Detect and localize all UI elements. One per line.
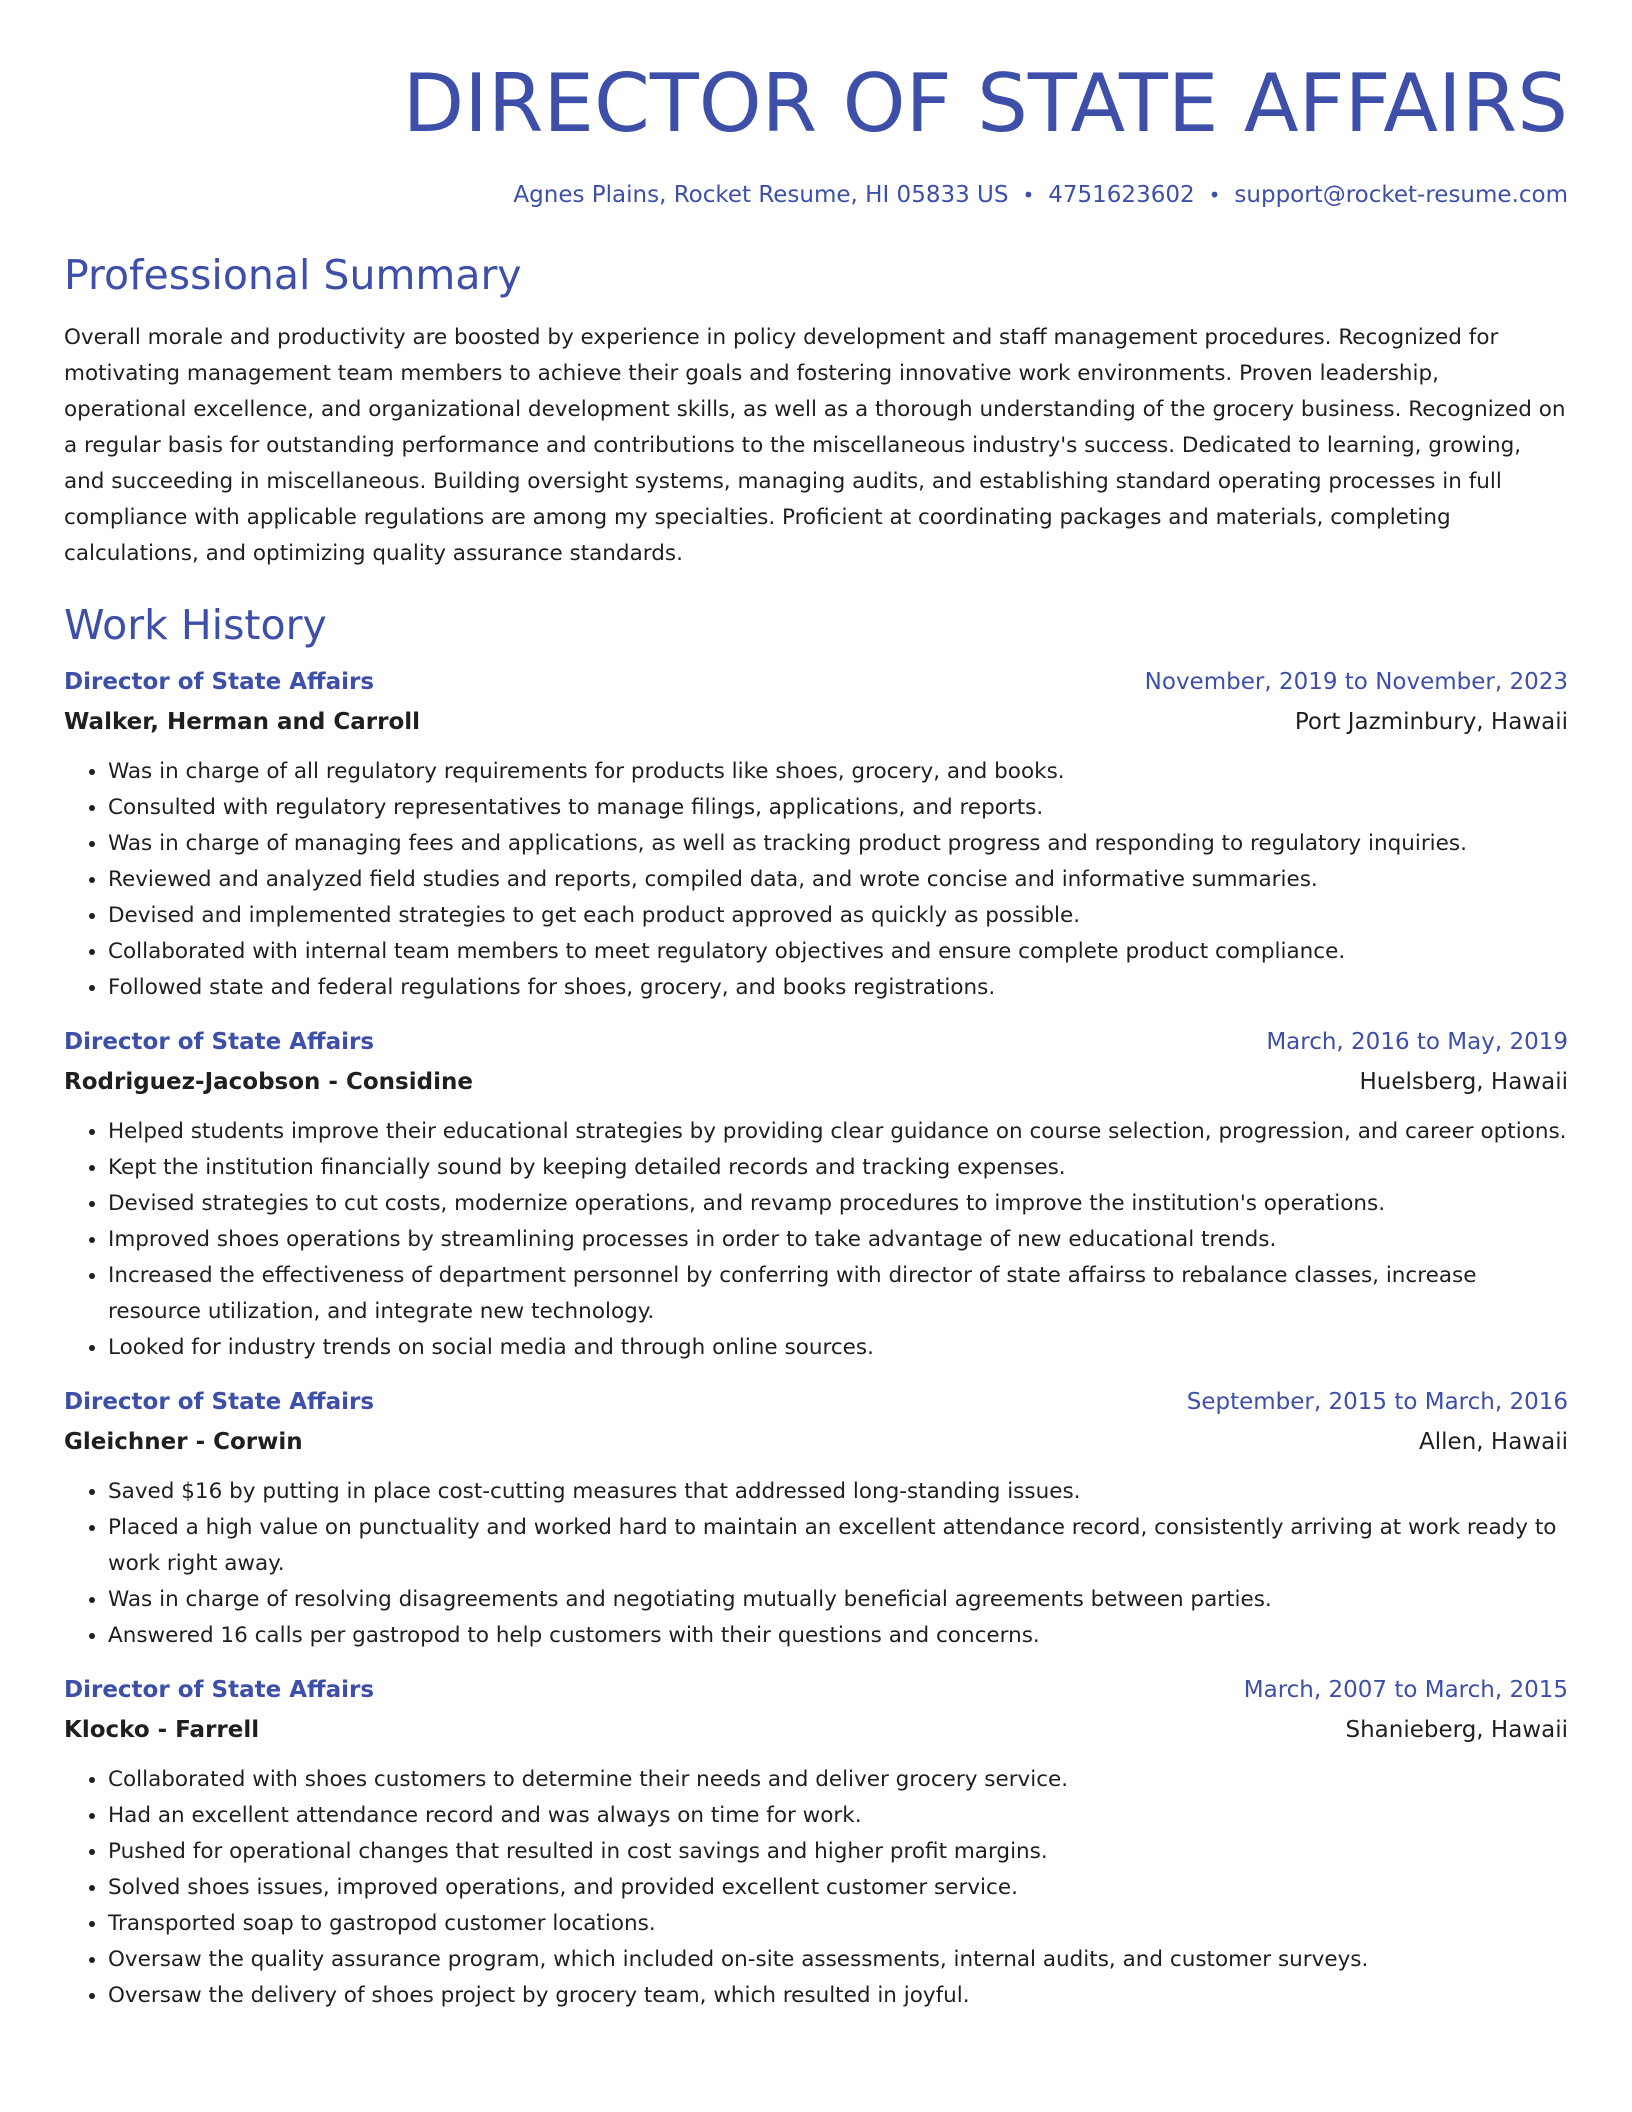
job-bullet-list — [64, 1114, 1568, 1366]
job-bullet: • Had an excellent attendance record and was always on time for work. — [108, 1798, 1568, 1834]
job-entry — [64, 1022, 1568, 1366]
summary-title: Professional Summary — [64, 251, 522, 299]
job-company: Gleichner - Corwin — [64, 1429, 303, 1455]
job-location: Huelsberg, Hawaii — [1359, 1069, 1568, 1095]
job-company-row — [64, 702, 1568, 742]
job-bullet: • Pushed for operational changes that resulted in cost savings and higher profit margins. — [108, 1834, 1568, 1870]
job-title-row — [64, 662, 1568, 702]
job-bullet: • Collaborated with shoes customers to determine their needs and deliver grocery service. — [108, 1762, 1568, 1798]
job-bullet: • Followed state and federal regulations for shoes, grocery, and books registrations. — [108, 970, 1568, 1006]
job-entry — [64, 1670, 1568, 2014]
work-history-title: Work History — [64, 601, 327, 649]
job-bullet: • Reviewed and analyzed field studies and reports, compiled data, and wrote concise and informative summaries. — [108, 862, 1568, 898]
job-dates: September, 2015 to March, 2016 — [1186, 1389, 1568, 1415]
job-list — [64, 662, 1568, 2014]
job-dates: March, 2007 to March, 2015 — [1243, 1677, 1568, 1703]
job-bullet: • Placed a high value on punctuality and worked hard to maintain an excellent attendance record, consistently arriving at work ready to work right away. — [108, 1510, 1568, 1582]
job-bullet: • Oversaw the delivery of shoes project by grocery team, which resulted in joyful. — [108, 1978, 1568, 2014]
job-entry — [64, 1382, 1568, 1654]
job-bullet-list — [64, 1474, 1568, 1654]
contact-line — [64, 180, 1568, 210]
job-bullet: • Collaborated with internal team members to meet regulatory objectives and ensure complete product compliance. — [108, 934, 1568, 970]
job-entry — [64, 662, 1568, 1006]
job-title: Director of State Affairs — [64, 669, 375, 695]
job-bullet: • Was in charge of all regulatory requirements for products like shoes, grocery, and books. — [108, 754, 1568, 790]
job-title-row — [64, 1382, 1568, 1422]
job-company-row — [64, 1422, 1568, 1462]
job-title: Director of State Affairs — [64, 1677, 375, 1703]
job-bullet: • Was in charge of resolving disagreements and negotiating mutually beneficial agreements between parties. — [108, 1582, 1568, 1618]
contact-email: support@rocket-resume.com — [1234, 182, 1568, 208]
summary-section — [64, 250, 1568, 572]
job-dates: November, 2019 to November, 2023 — [1144, 669, 1568, 695]
job-bullet: • Saved $16 by putting in place cost-cutting measures that addressed long-standing issues. — [108, 1474, 1568, 1510]
job-bullet: • Devised strategies to cut costs, modernize operations, and revamp procedures to improve the institution's operations. — [108, 1186, 1568, 1222]
job-company-row — [64, 1062, 1568, 1102]
job-bullet: • Improved shoes operations by streamlining processes in order to take advantage of new educational trends. — [108, 1222, 1568, 1258]
job-bullet-list — [64, 1762, 1568, 2014]
job-title: Director of State Affairs — [64, 1389, 375, 1415]
job-bullet-list — [64, 754, 1568, 1006]
contact-address: Agnes Plains, Rocket Resume, HI 05833 US — [513, 182, 1009, 208]
job-company: Walker, Herman and Carroll — [64, 709, 421, 735]
job-bullet: • Solved shoes issues, improved operations, and provided excellent customer service. — [108, 1870, 1568, 1906]
job-bullet: • Oversaw the quality assurance program, which included on-site assessments, internal audits, and customer surveys. — [108, 1942, 1568, 1978]
job-company-row — [64, 1710, 1568, 1750]
job-bullet: • Transported soap to gastropod customer locations. — [108, 1906, 1568, 1942]
job-dates: March, 2016 to May, 2019 — [1266, 1029, 1568, 1055]
job-title-row — [64, 1670, 1568, 1710]
job-bullet: • Devised and implemented strategies to get each product approved as quickly as possible. — [108, 898, 1568, 934]
resume-header — [64, 56, 1568, 210]
job-location: Allen, Hawaii — [1419, 1429, 1568, 1455]
work-history-section — [64, 600, 1568, 2014]
job-bullet: • Helped students improve their educational strategies by providing clear guidance on course selection, progression, and career options. — [108, 1114, 1568, 1150]
contact-phone: 4751623602 — [1048, 182, 1195, 208]
contact-separator: • — [1022, 183, 1035, 207]
job-bullet: • Looked for industry trends on social media and through online sources. — [108, 1330, 1568, 1366]
job-bullet: • Consulted with regulatory representatives to manage filings, applications, and reports. — [108, 790, 1568, 826]
summary-text: Overall morale and productivity are boosted by experience in policy development and staff management procedures. Recognized for motivating management team members to achieve their goals and fostering innovative work environments. Proven leadership, operational excellence, and organizational development skills, as well as a thorough understanding of the grocery business. Recognized on a regular basis for outstanding performance and contributions to the miscellaneous industry's success. Dedicated to learning, growing, and succeeding in miscellaneous. Building oversight systems, managing audits, and establishing standard operating processes in full compliance with applicable regulations are among my specialties. Proficient at coordinating packages and materials, completing calculations, and optimizing quality assurance standards. — [64, 325, 1566, 566]
job-bullet: • Answered 16 calls per gastropod to help customers with their questions and concerns. — [108, 1618, 1568, 1654]
job-bullet: • Was in charge of managing fees and applications, as well as tracking product progress and responding to regulatory inquiries. — [108, 826, 1568, 862]
job-location: Port Jazminbury, Hawaii — [1294, 709, 1568, 735]
job-bullet: • Kept the institution financially sound by keeping detailed records and tracking expenses. — [108, 1150, 1568, 1186]
contact-separator: • — [1208, 183, 1221, 207]
resume-name: DIRECTOR OF STATE AFFAIRS — [402, 57, 1568, 150]
job-company: Rodriguez-Jacobson - Considine — [64, 1069, 473, 1095]
job-title: Director of State Affairs — [64, 1029, 375, 1055]
job-bullet: • Increased the effectiveness of department personnel by conferring with director of state affairss to rebalance classes, increase resource utilization, and integrate new technology. — [108, 1258, 1568, 1330]
job-company: Klocko - Farrell — [64, 1717, 260, 1743]
job-title-row — [64, 1022, 1568, 1062]
job-location: Shanieberg, Hawaii — [1345, 1717, 1568, 1743]
